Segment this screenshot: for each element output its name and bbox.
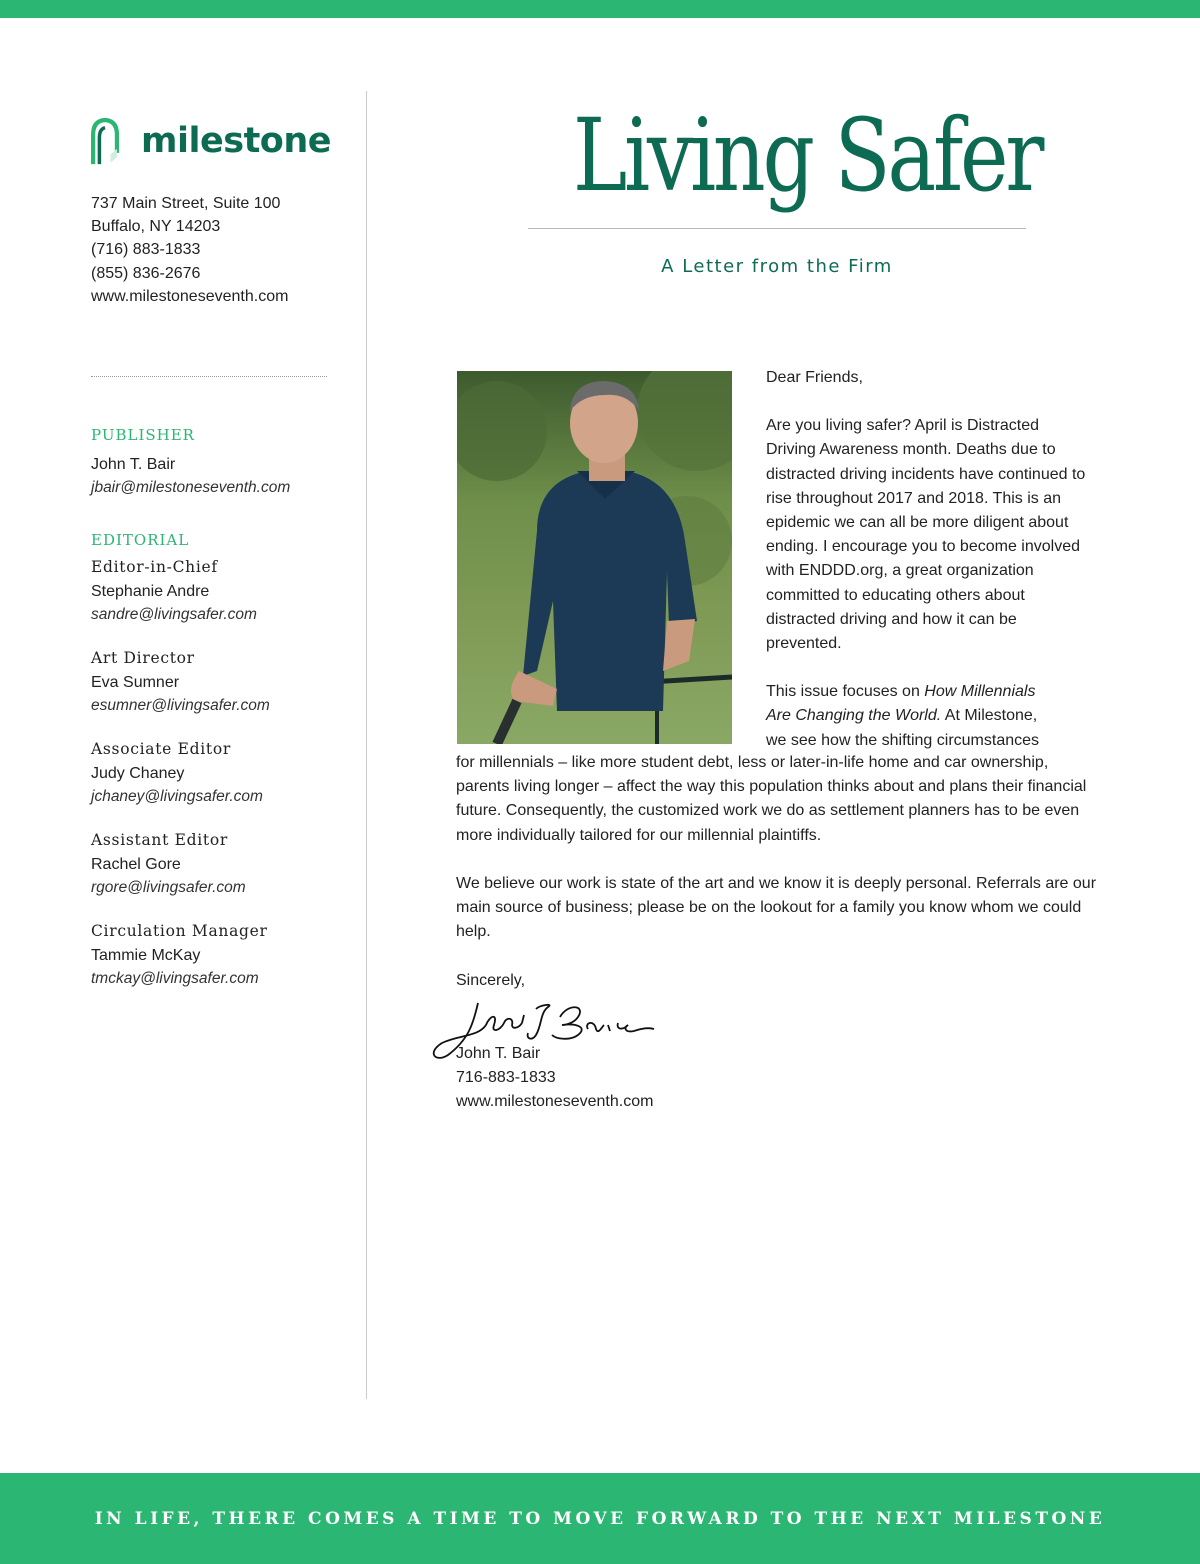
staff-email[interactable]: rgore@livingsafer.com	[91, 879, 246, 896]
letter-column-top	[766, 366, 1096, 753]
staff-role: Associate Editor	[91, 740, 232, 758]
milestone-arch-icon	[91, 108, 119, 174]
staff-role: Circulation Manager	[91, 922, 268, 940]
staff-masthead	[91, 426, 351, 1013]
signature-phone: 716-883-1833	[456, 1069, 556, 1087]
firm-address	[91, 192, 331, 308]
staff-role: Art Director	[91, 649, 195, 667]
address-phone-1: (716) 883-1833	[91, 241, 201, 259]
column-divider	[366, 91, 367, 1399]
title-rule	[528, 228, 1026, 229]
newsletter-title: Living Safer	[572, 97, 1042, 214]
staff-entry	[91, 740, 351, 808]
staff-entry	[91, 558, 351, 626]
letter-paragraph-2-start: This issue focuses on How Millennials Are Changing the World. At Milestone, we see how the shifting circumstances	[766, 683, 1040, 749]
address-phone-2: (855) 836-2676	[91, 264, 201, 282]
staff-name: Stephanie Andre	[91, 583, 210, 600]
staff-email[interactable]: tmckay@livingsafer.com	[91, 970, 259, 987]
staff-entry	[91, 922, 351, 990]
staff-entry	[91, 831, 351, 899]
letter-paragraph-2-continued: for millennials – like more student debt, less or later-in-life home and car ownership, parents living longer – affect the way this population thinks about and plans their financial future. Consequently, the customized work we do as settlement planners has to be even more individually tailored for our millennial plaintiffs.	[456, 754, 1087, 844]
author-photo	[457, 371, 732, 744]
staff-role: Editor-in-Chief	[91, 558, 218, 576]
address-street: 737 Main Street, Suite 100	[91, 195, 281, 212]
signature-block	[456, 1042, 1096, 1115]
brand-logo	[91, 108, 331, 174]
issue-theme: How Millennials Are Changing the World.	[766, 683, 1036, 725]
footer-tagline: IN LIFE, THERE COMES A TIME TO MOVE FORWARD TO THE NEXT MILESTONE	[94, 1508, 1106, 1529]
publisher-heading: PUBLISHER	[91, 426, 195, 444]
staff-email[interactable]: jchaney@livingsafer.com	[91, 788, 263, 805]
letter-greeting: Dear Friends,	[766, 369, 863, 386]
signature-name: John T. Bair	[456, 1045, 541, 1062]
staff-role: Assistant Editor	[91, 831, 228, 849]
staff-name: Rachel Gore	[91, 856, 181, 873]
publisher-email[interactable]: jbair@milestoneseventh.com	[91, 479, 291, 496]
staff-name: Tammie McKay	[91, 947, 201, 964]
staff-name: Eva Sumner	[91, 674, 180, 691]
address-website[interactable]: www.milestoneseventh.com	[91, 287, 289, 305]
footer-bar	[0, 1473, 1200, 1564]
newsletter-subtitle: A Letter from the Firm	[661, 256, 893, 277]
brand-name: milestone	[141, 121, 331, 161]
letter-paragraph-3: We believe our work is state of the art and we know it is deeply personal. Referrals are our main source of business; please be on the lookout for a family you know whom we could help.	[456, 875, 1097, 941]
letter-closing: Sincerely,	[456, 972, 526, 989]
address-city: Buffalo, NY 14203	[91, 218, 221, 236]
sidebar-divider	[91, 376, 327, 377]
staff-name: Judy Chaney	[91, 765, 185, 782]
editorial-heading: EDITORIAL	[91, 531, 190, 549]
letter-paragraph-1: Are you living safer? April is Distracted Driving Awareness month. Deaths due to distracted driving incidents have continued to rise throughout 2017 and 2018. This is an epidemic we can all be more diligent about ending. I encourage you to become involved with ENDDD.org, a great organization committed to educating others about distracted driving and how it can be prevented.	[766, 417, 1086, 653]
top-accent-bar	[0, 0, 1200, 18]
staff-email[interactable]: sandre@livingsafer.com	[91, 606, 257, 623]
staff-email[interactable]: esumner@livingsafer.com	[91, 697, 270, 714]
publisher-name: John T. Bair	[91, 456, 176, 473]
signature-website[interactable]: www.milestoneseventh.com	[456, 1093, 654, 1111]
staff-entry	[91, 649, 351, 717]
sidebar	[91, 108, 331, 308]
